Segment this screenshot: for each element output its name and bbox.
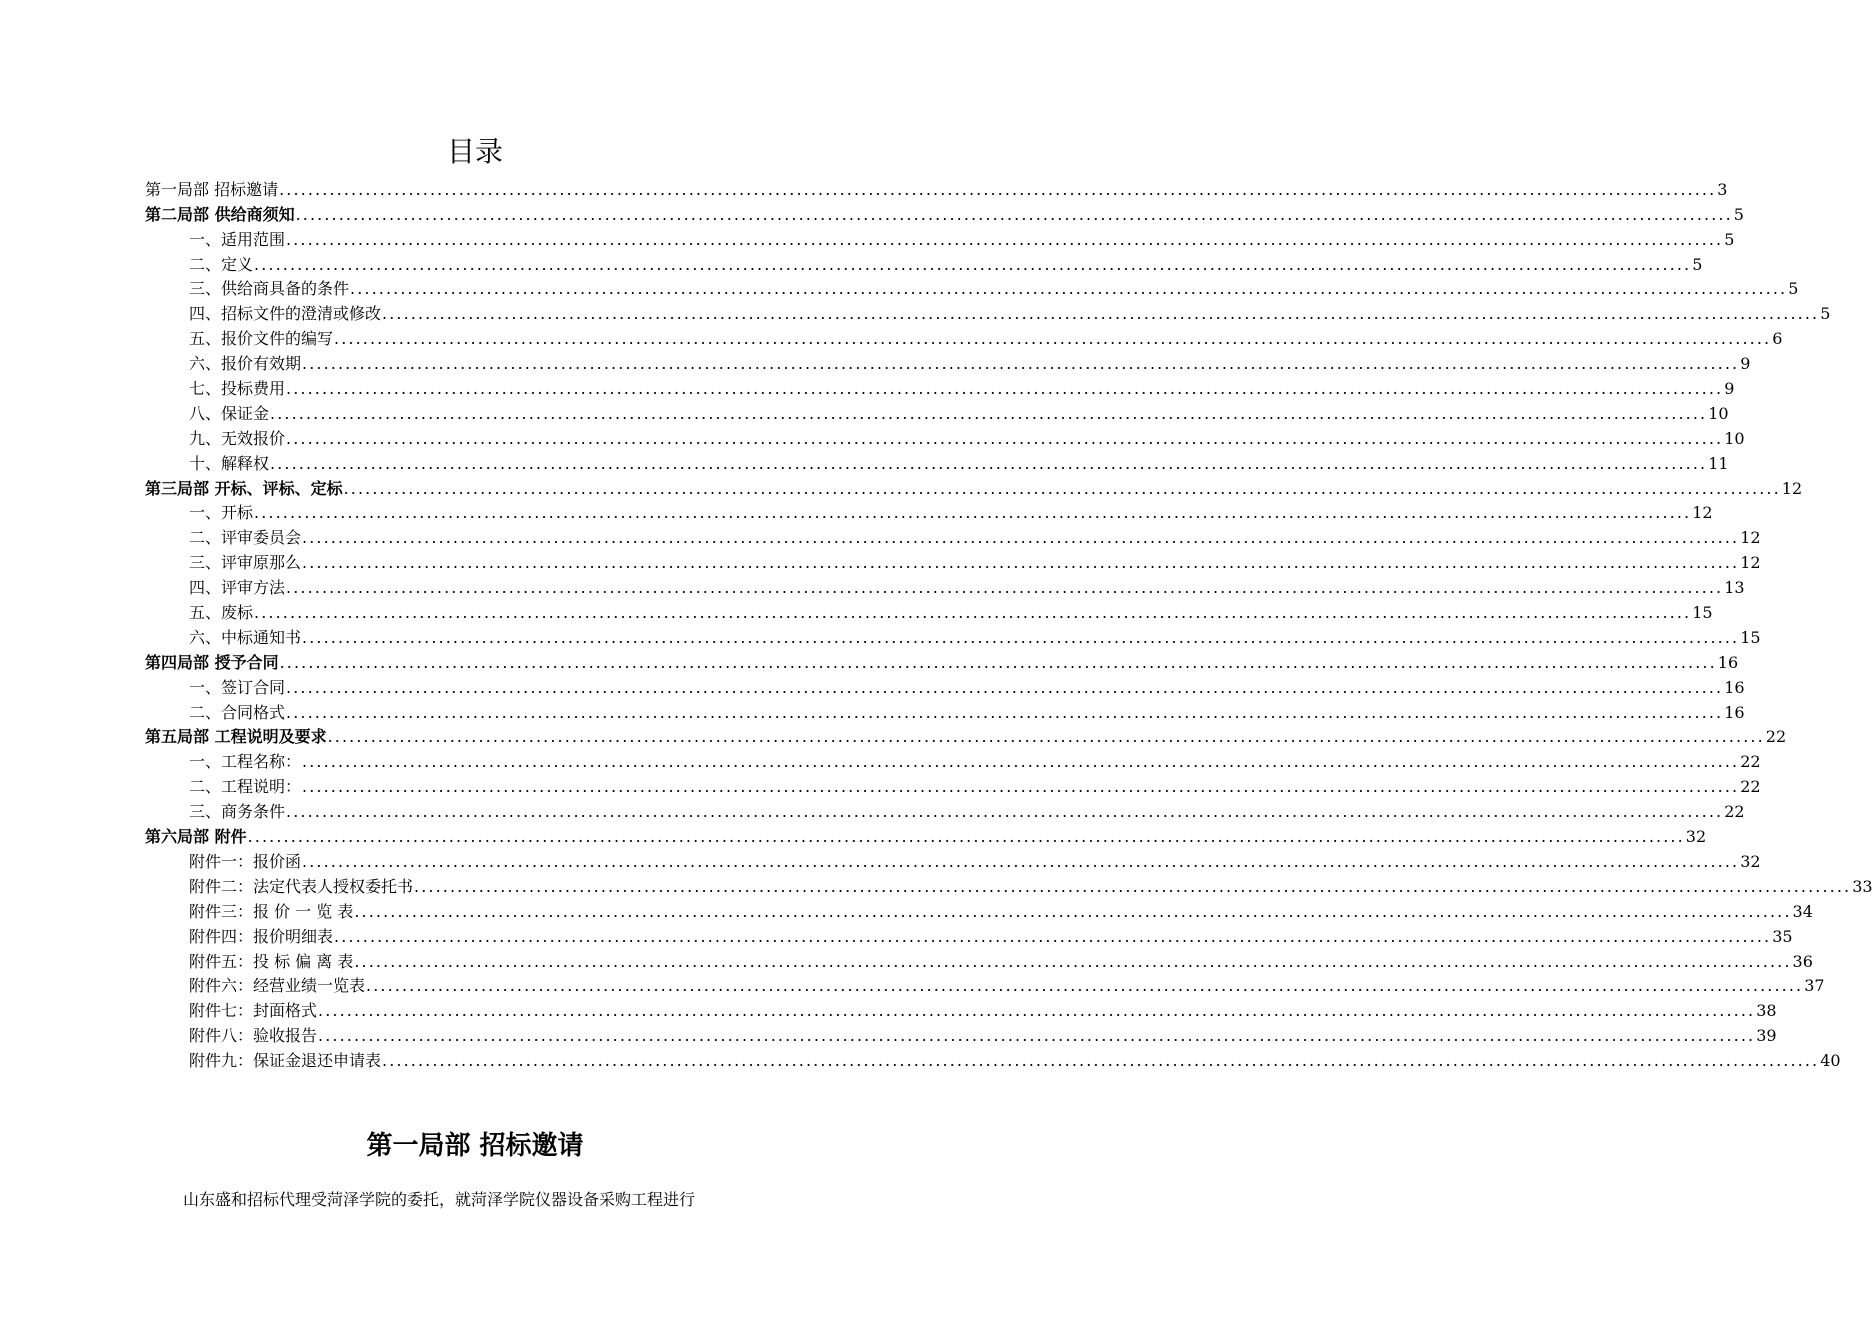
toc-entry[interactable]: [145, 1021, 1777, 1046]
toc-entry-label: 七、投标费用: [189, 379, 286, 399]
toc-leader-dots: ........................................................................................................................................................................................................: [350, 279, 1788, 299]
toc-entry-page-number: 37: [1804, 976, 1825, 996]
toc-leader-dots: ........................................................................................................................................................................................................: [254, 254, 1692, 274]
toc-entry-page-number: 16: [1717, 652, 1739, 672]
toc-entry[interactable]: [145, 598, 1713, 623]
toc-entry[interactable]: [145, 897, 1813, 922]
toc-leader-dots: ........................................................................................................................................................................................................: [334, 926, 1772, 946]
toc-entry[interactable]: [145, 648, 1739, 673]
toc-entry[interactable]: [145, 673, 1745, 698]
toc-leader-dots: ........................................................................................................................................................................................................: [327, 727, 1765, 747]
toc-entry[interactable]: [145, 225, 1735, 250]
toc-entry-label: 三、评审原那么: [189, 553, 302, 573]
toc-entry-label: 第一局部 招标邀请: [145, 179, 279, 199]
toc-entry-page-number: 5: [1733, 204, 1744, 224]
toc-leader-dots: ........................................................................................................................................................................................................: [270, 453, 1708, 473]
toc-leader-dots: ........................................................................................................................................................................................................: [302, 553, 1740, 573]
toc-leader-dots: ........................................................................................................................................................................................................: [286, 702, 1724, 722]
toc-entry[interactable]: [145, 822, 1707, 847]
toc-entry[interactable]: [145, 698, 1745, 723]
toc-entry-label: 第五局部 工程说明及要求: [145, 727, 327, 747]
toc-leader-dots: ........................................................................................................................................................................................................: [382, 1051, 1820, 1071]
toc-entry-page-number: 10: [1708, 403, 1729, 423]
toc-leader-dots: ........................................................................................................................................................................................................: [302, 627, 1740, 647]
toc-entry[interactable]: [145, 623, 1761, 648]
toc-entry[interactable]: [145, 424, 1745, 449]
toc-entry[interactable]: [145, 324, 1783, 349]
toc-entry[interactable]: [145, 275, 1799, 300]
toc-entry-page-number: 35: [1772, 926, 1793, 946]
toc-leader-dots: ........................................................................................................................................................................................................: [414, 876, 1852, 896]
toc-entry-label: 附件一：报价函: [189, 851, 302, 871]
toc-leader-dots: ........................................................................................................................................................................................................: [354, 901, 1792, 921]
toc-entry-label: 一、签订合同: [189, 677, 286, 697]
toc-entry-page-number: 16: [1724, 677, 1745, 697]
toc-leader-dots: ........................................................................................................................................................................................................: [302, 528, 1740, 548]
toc-entry-page-number: 10: [1724, 428, 1745, 448]
toc-leader-dots: ........................................................................................................................................................................................................: [254, 603, 1692, 623]
toc-entry-page-number: 12: [1740, 553, 1761, 573]
toc-entry-page-number: 12: [1781, 478, 1803, 498]
toc-leader-dots: ........................................................................................................................................................................................................: [279, 179, 1717, 199]
toc-leader-dots: ........................................................................................................................................................................................................: [366, 976, 1804, 996]
toc-leader-dots: ........................................................................................................................................................................................................: [286, 428, 1724, 448]
toc-entry-label: 附件七：封面格式: [189, 1001, 318, 1021]
toc-entry-page-number: 6: [1772, 329, 1783, 349]
toc-entry-label: 附件三：报 价 一 览 表: [189, 901, 354, 921]
toc-entry-label: 第二局部 供给商须知: [145, 204, 295, 224]
toc-entry-page-number: 22: [1724, 802, 1745, 822]
toc-leader-dots: ........................................................................................................................................................................................................: [286, 379, 1724, 399]
toc-entry-page-number: 16: [1724, 702, 1745, 722]
toc-entry-page-number: 5: [1724, 229, 1735, 249]
toc-entry[interactable]: [145, 200, 1744, 225]
toc-entry-label: 附件八：验收报告: [189, 1026, 318, 1046]
toc-leader-dots: ........................................................................................................................................................................................................: [302, 752, 1740, 772]
toc-entry[interactable]: [145, 847, 1761, 872]
toc-entry-page-number: 5: [1692, 254, 1703, 274]
toc-entry[interactable]: [145, 499, 1713, 524]
toc-entry-page-number: 32: [1685, 827, 1707, 847]
toc-entry[interactable]: [145, 250, 1703, 275]
toc-entry[interactable]: [145, 972, 1825, 997]
toc-entry-page-number: 15: [1692, 603, 1713, 623]
toc-leader-dots: ........................................................................................................................................................................................................: [286, 578, 1724, 598]
toc-entry-label: 附件二：法定代表人授权委托书: [189, 876, 414, 896]
toc-entry-page-number: 33: [1852, 876, 1873, 896]
toc-entry-label: 十、解释权: [189, 453, 270, 473]
toc-leader-dots: ........................................................................................................................................................................................................: [270, 403, 1708, 423]
toc-entry[interactable]: [145, 872, 1873, 897]
toc-leader-dots: ........................................................................................................................................................................................................: [354, 951, 1792, 971]
toc-entry[interactable]: [145, 349, 1751, 374]
toc-entry-page-number: 22: [1740, 777, 1761, 797]
toc-entry-label: 附件四：报价明细表: [189, 926, 334, 946]
toc-leader-dots: ........................................................................................................................................................................................................: [302, 851, 1740, 871]
table-of-contents: [145, 175, 1873, 1071]
toc-entry-page-number: 12: [1692, 503, 1713, 523]
toc-entry-label: 第四局部 授予合同: [145, 652, 279, 672]
toc-entry-label: 附件九：保证金退还申请表: [189, 1051, 382, 1071]
toc-entry-page-number: 12: [1740, 528, 1761, 548]
toc-entry-page-number: 22: [1740, 752, 1761, 772]
toc-entry-label: 八、保证金: [189, 403, 270, 423]
toc-leader-dots: ........................................................................................................................................................................................................: [318, 1026, 1756, 1046]
toc-entry[interactable]: [145, 723, 1787, 748]
toc-entry-page-number: 39: [1756, 1026, 1777, 1046]
toc-entry-page-number: 11: [1708, 453, 1729, 473]
toc-title: 目录: [446, 135, 503, 168]
toc-entry-page-number: 3: [1717, 179, 1728, 199]
toc-entry[interactable]: [145, 548, 1761, 573]
toc-entry-page-number: 5: [1820, 304, 1831, 324]
toc-entry-page-number: 34: [1792, 901, 1813, 921]
toc-entry[interactable]: [145, 1046, 1841, 1071]
toc-entry-page-number: 13: [1724, 578, 1745, 598]
toc-entry-label: 附件六：经营业绩一览表: [189, 976, 366, 996]
toc-entry[interactable]: [145, 996, 1777, 1021]
toc-leader-dots: ........................................................................................................................................................................................................: [286, 677, 1724, 697]
toc-entry[interactable]: [145, 573, 1745, 598]
toc-entry-label: 四、评审方法: [189, 578, 286, 598]
toc-entry[interactable]: [145, 922, 1793, 947]
toc-entry-page-number: 32: [1740, 851, 1761, 871]
toc-leader-dots: ........................................................................................................................................................................................................: [247, 827, 1685, 847]
section-heading: 第一局部 招标邀请: [366, 1131, 584, 1161]
toc-entry-page-number: 36: [1792, 951, 1813, 971]
toc-entry-label: 一、开标: [189, 503, 254, 523]
toc-entry-label: 二、工程说明：: [189, 777, 302, 797]
toc-entry[interactable]: [145, 797, 1745, 822]
toc-entry-label: 附件五：投 标 偏 离 表: [189, 951, 354, 971]
toc-entry-label: 一、工程名称：: [189, 752, 302, 772]
toc-entry[interactable]: [145, 523, 1761, 548]
toc-leader-dots: ........................................................................................................................................................................................................: [318, 1001, 1756, 1021]
toc-entry-page-number: 40: [1820, 1051, 1841, 1071]
toc-leader-dots: ........................................................................................................................................................................................................: [279, 652, 1717, 672]
toc-entry[interactable]: [145, 772, 1761, 797]
toc-entry-label: 三、供给商具备的条件: [189, 279, 350, 299]
toc-entry-label: 二、定义: [189, 254, 254, 274]
toc-entry-label: 四、招标文件的澄清或修改: [189, 304, 382, 324]
toc-entry-label: 六、中标通知书: [189, 627, 302, 647]
toc-entry-label: 九、无效报价: [189, 428, 286, 448]
toc-leader-dots: ........................................................................................................................................................................................................: [254, 503, 1692, 523]
toc-entry-label: 六、报价有效期: [189, 354, 302, 374]
toc-entry-page-number: 22: [1765, 727, 1787, 747]
toc-entry-label: 五、废标: [189, 603, 254, 623]
toc-leader-dots: ........................................................................................................................................................................................................: [286, 229, 1724, 249]
toc-entry-label: 五、报价文件的编写: [189, 329, 334, 349]
toc-entry-label: 一、适用范围: [189, 229, 286, 249]
toc-leader-dots: ........................................................................................................................................................................................................: [382, 304, 1820, 324]
toc-entry[interactable]: [145, 175, 1728, 200]
toc-entry[interactable]: [145, 299, 1831, 324]
toc-entry-label: 第六局部 附件: [145, 827, 247, 847]
toc-entry-page-number: 15: [1740, 627, 1761, 647]
toc-entry[interactable]: [145, 947, 1813, 972]
toc-entry-label: 二、合同格式: [189, 702, 286, 722]
toc-entry[interactable]: [145, 747, 1761, 772]
toc-entry-label: 第三局部 开标、评标、定标: [145, 478, 343, 498]
toc-leader-dots: ........................................................................................................................................................................................................: [286, 802, 1724, 822]
toc-leader-dots: ........................................................................................................................................................................................................: [343, 478, 1781, 498]
toc-leader-dots: ........................................................................................................................................................................................................: [302, 354, 1740, 374]
toc-entry-page-number: 38: [1756, 1001, 1777, 1021]
toc-entry[interactable]: [145, 474, 1803, 499]
toc-entry[interactable]: [145, 374, 1735, 399]
toc-leader-dots: ........................................................................................................................................................................................................: [295, 204, 1733, 224]
body-paragraph: 山东盛和招标代理受菏泽学院的委托，就菏泽学院仪器设备采购工程进行: [183, 1190, 696, 1209]
toc-leader-dots: ........................................................................................................................................................................................................: [334, 329, 1772, 349]
toc-entry-label: 三、商务条件: [189, 802, 286, 822]
toc-entry[interactable]: [145, 399, 1729, 424]
toc-entry-page-number: 9: [1724, 379, 1735, 399]
toc-entry-page-number: 5: [1788, 279, 1799, 299]
toc-leader-dots: ........................................................................................................................................................................................................: [302, 777, 1740, 797]
toc-entry-label: 二、评审委员会: [189, 528, 302, 548]
toc-entry[interactable]: [145, 449, 1729, 474]
toc-entry-page-number: 9: [1740, 354, 1751, 374]
